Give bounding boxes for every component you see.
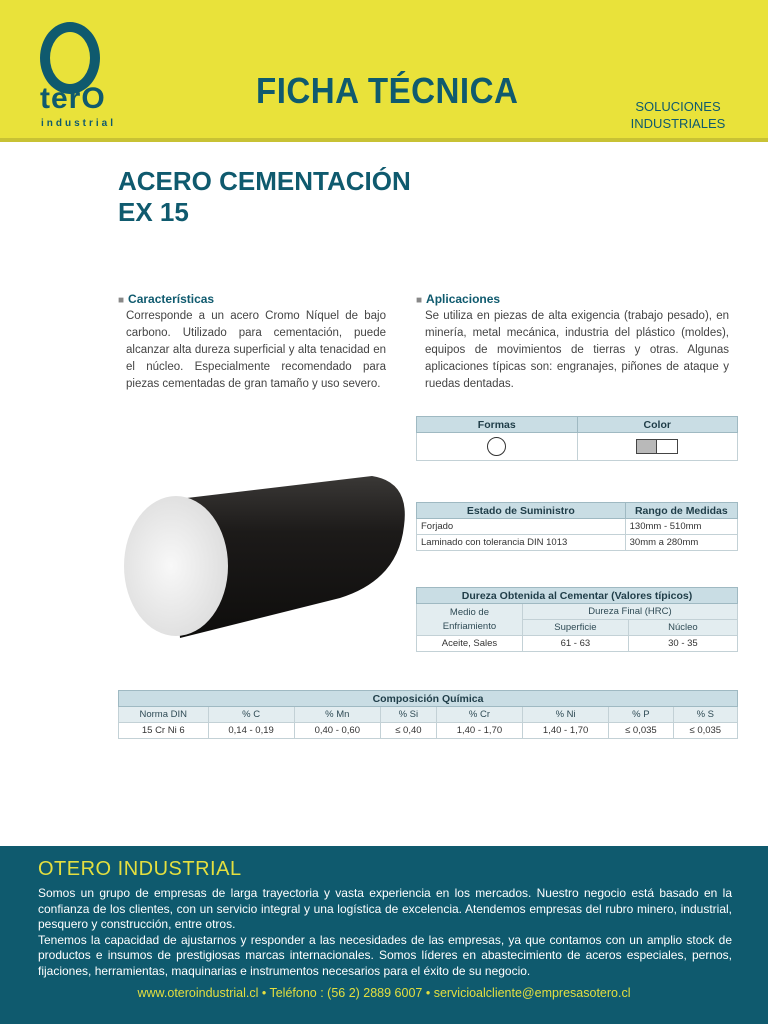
color-cell — [577, 433, 738, 461]
supply-range-header: Rango de Medidas — [625, 503, 737, 519]
medium-label — [417, 604, 523, 636]
supply-state-cell: Forjado — [417, 519, 626, 535]
supply-range-cell: 30mm a 280mm — [625, 535, 737, 551]
composition-header-cell: % Ni — [523, 707, 609, 723]
hardness-title: Dureza Obtenida al Cementar (Valores típicos) — [417, 588, 738, 604]
footer-paragraph-1: Somos un grupo de empresas de larga trayectoria y vasta experiencia en los mercados. Nuestro negocio está basado en la confianza de los clientes, con un servicio integral y una logística de excelencia. Atendemos empresas del rubro minero, industrial, pesquero y construcción, entre otros. — [38, 886, 732, 931]
supply-table — [416, 502, 738, 551]
color-swatch-icon — [636, 439, 678, 454]
composition-header-cell: % C — [208, 707, 294, 723]
logo-subtitle: industrial — [41, 118, 117, 129]
composition-header-cell: % S — [673, 707, 737, 723]
applications-heading — [416, 292, 500, 306]
hardness-table — [416, 587, 738, 652]
bullet-icon: ■ — [118, 295, 125, 306]
composition-cell: 15 Cr Ni 6 — [119, 723, 209, 739]
composition-header-cell: Norma DIN — [119, 707, 209, 723]
product-title-line2: EX 15 — [118, 197, 189, 227]
document-title: FICHA TÉCNICA — [256, 70, 519, 111]
round-bar-image — [110, 470, 410, 650]
composition-cell: 1,40 - 1,70 — [436, 723, 522, 739]
composition-table — [118, 690, 738, 739]
bullet-icon: ■ — [416, 295, 423, 306]
product-title-line1: ACERO CEMENTACIÓN — [118, 166, 411, 196]
characteristics-body: Corresponde a un acero Cromo Níquel de bajo carbono. Utilizado para cementación, puede alcanzar alta dureza superficial y alta tenacidad en el núcleo. Especialmente recomendado para piezas cementadas de gran tamaño y uso severo. — [126, 310, 386, 390]
supply-state-cell: Laminado con tolerancia DIN 1013 — [417, 535, 626, 551]
table-row — [417, 535, 738, 551]
medium-cell: Aceite, Sales — [417, 636, 523, 652]
surface-cell: 61 - 63 — [522, 636, 628, 652]
color-header: Color — [577, 417, 738, 433]
round-bar-illustration — [110, 470, 410, 650]
composition-header-cell: % Si — [380, 707, 436, 723]
composition-cell: 1,40 - 1,70 — [523, 723, 609, 739]
bar-end-face — [124, 496, 228, 636]
logo-wordmark: terO — [40, 82, 106, 115]
forms-header: Formas — [417, 417, 578, 433]
composition-header-cell: % Mn — [294, 707, 380, 723]
core-cell: 30 - 35 — [628, 636, 737, 652]
table-row — [417, 636, 738, 652]
medium-label-line2: Enfriamiento — [442, 620, 497, 632]
round-bar-icon — [487, 437, 506, 456]
header-rule — [0, 138, 768, 142]
composition-cell: ≤ 0,035 — [673, 723, 737, 739]
supply-state-header: Estado de Suministro — [417, 503, 626, 519]
table-row — [417, 519, 738, 535]
surface-label: Superficie — [522, 620, 628, 636]
tagline-line1: SOLUCIONES — [635, 99, 721, 114]
tagline-line2: INDUSTRIALES — [630, 116, 726, 131]
product-title — [118, 166, 411, 228]
final-hardness-label: Dureza Final (HRC) — [522, 604, 737, 620]
footer-title: OTERO INDUSTRIAL — [38, 858, 242, 880]
table-row — [119, 723, 738, 739]
footer-paragraph-2: Tenemos la capacidad de ajustarnos y responder a las necesidades de las empresas, ya que contamos con un amplio stock de productos e insumos de prestigiosas marcas internacionales. Somos líderes en abastecimiento de aceros especiales, pernos, fijaciones, herramientas, maquinarias e instrumentos necesarios para el éxito de su negocio. — [38, 932, 732, 978]
otero-logo — [36, 22, 136, 132]
composition-cell: ≤ 0,035 — [609, 723, 673, 739]
medium-label-line1: Medio de — [449, 606, 489, 618]
composition-header-cell: % P — [609, 707, 673, 723]
supply-range-cell: 130mm - 510mm — [625, 519, 737, 535]
applications-heading-text: Aplicaciones — [426, 292, 501, 306]
applications-body: Se utiliza en piezas de alta exigencia (trabajo pesado), en minería, metal mecánica, industria del plástico (moldes), equipos de movimientos de tierras y otras. Algunas aplicaciones típicas son: engranajes, piñones de ataque y ruedas dentadas. — [425, 310, 729, 390]
core-label: Núcleo — [628, 620, 737, 636]
footer-text — [38, 886, 732, 979]
tagline — [618, 98, 738, 132]
characteristics-heading-text: Características — [128, 292, 215, 306]
swatch-gray-fill — [637, 440, 657, 453]
forms-cell — [417, 433, 578, 461]
forms-color-table — [416, 416, 738, 461]
characteristics-heading — [118, 292, 214, 306]
composition-cell: 0,14 - 0,19 — [208, 723, 294, 739]
composition-cell: 0,40 - 0,60 — [294, 723, 380, 739]
composition-header-cell: % Cr — [436, 707, 522, 723]
composition-cell: ≤ 0,40 — [380, 723, 436, 739]
composition-title: Composición Química — [119, 691, 738, 707]
footer-contact: www.oteroindustrial.cl • Teléfono : (56 2) 2889 6007 • servicioalcliente@empresasotero.cl — [137, 986, 631, 1000]
